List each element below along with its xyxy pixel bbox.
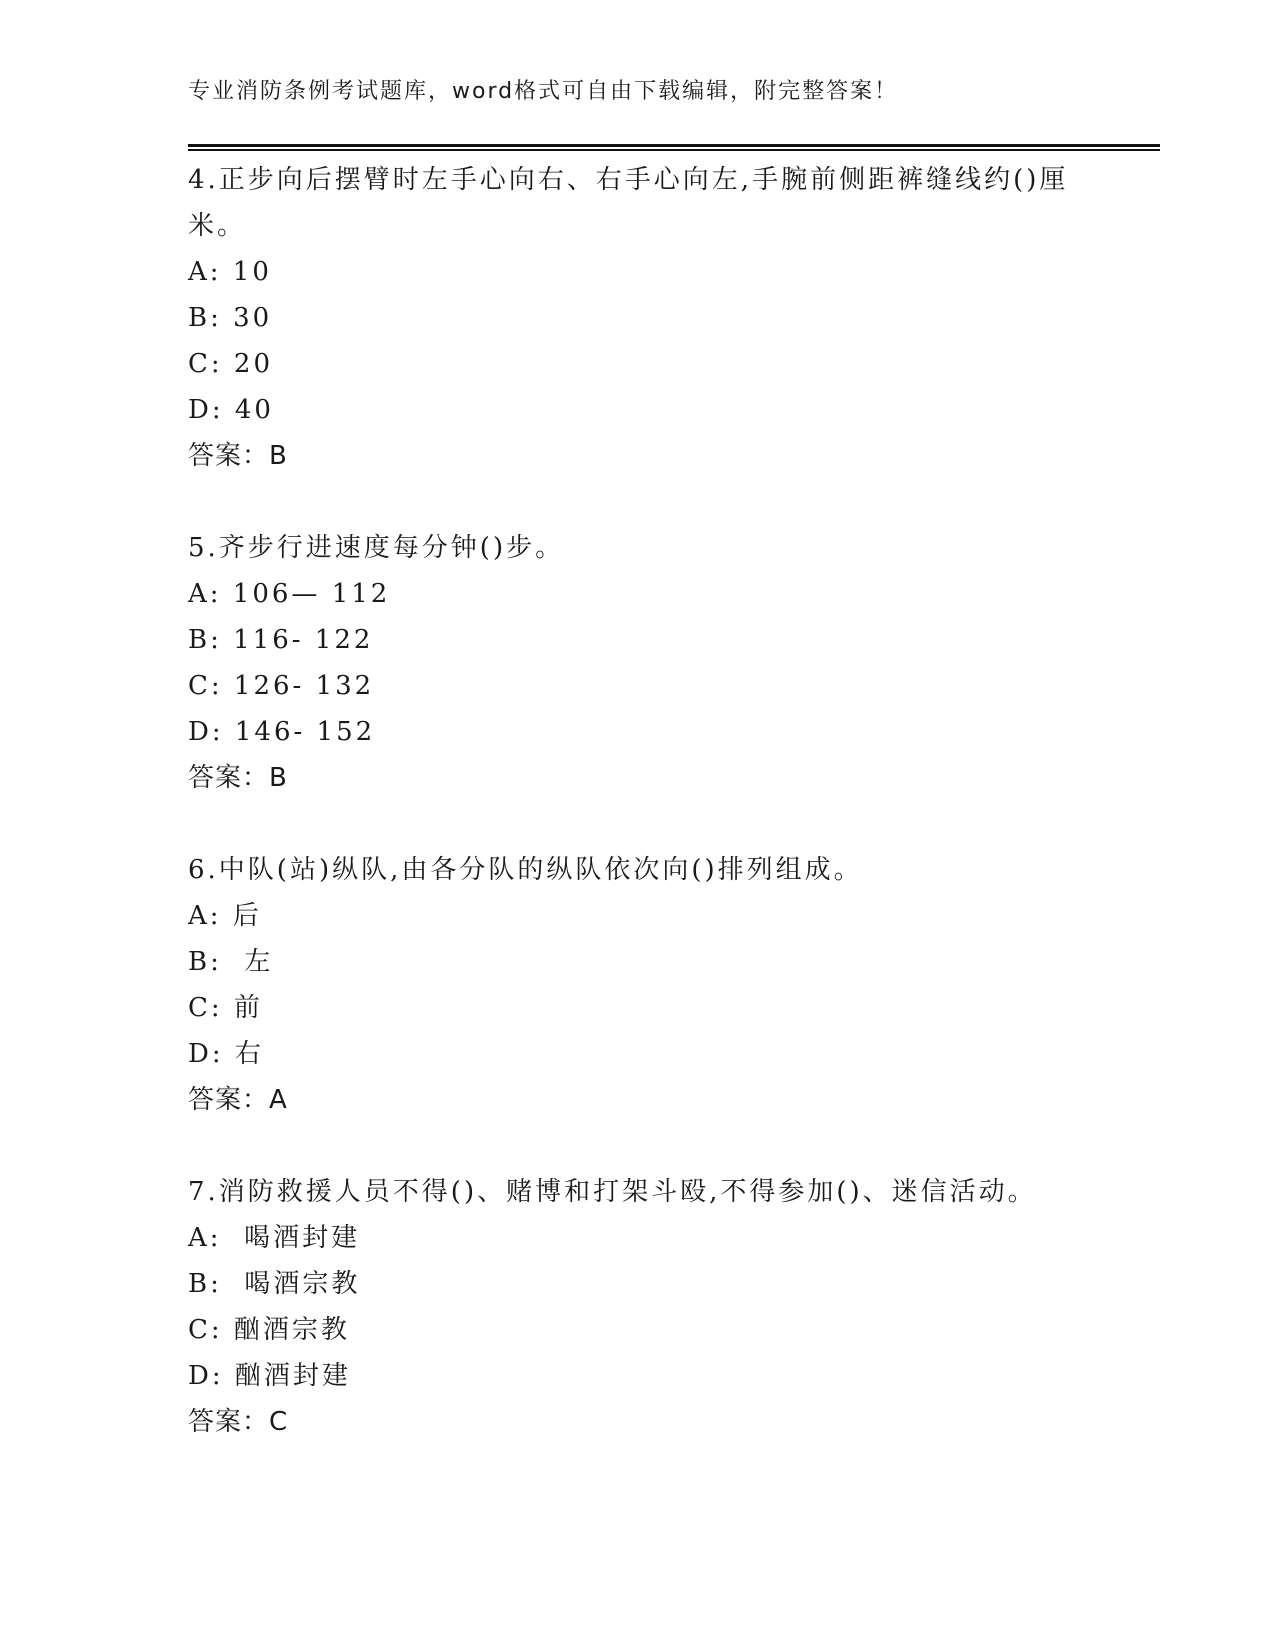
option-c: C: 酗酒宗教 (188, 1315, 350, 1345)
option-a: A: 后 (188, 901, 262, 931)
header-divider-thin (188, 149, 1160, 151)
option-a: A: 10 (188, 257, 272, 287)
question-stem: 4.正步向后摆臂时左手心向右、右手心向左,手腕前侧距裤缝线约()厘米。 (188, 165, 1069, 241)
option-c: C: 126- 132 (188, 671, 375, 701)
option-b: B: 30 (188, 303, 273, 333)
answer-line: 答案：C (188, 1407, 289, 1437)
option-d: D: 酗酒封建 (188, 1361, 351, 1391)
header-divider-thick (188, 144, 1160, 147)
option-a: A: 106— 112 (188, 579, 391, 609)
question-6 (188, 847, 1088, 1123)
answer-line: 答案：B (188, 763, 288, 793)
option-c: C: 前 (188, 993, 263, 1023)
question-stem: 7.消防救援人员不得()、赌博和打架斗殴,不得参加()、迷信活动。 (188, 1177, 1037, 1207)
option-b: B: 116- 122 (188, 625, 374, 655)
question-7 (188, 1169, 1088, 1445)
option-a: A: 喝酒封建 (188, 1223, 361, 1253)
option-d: D: 40 (188, 395, 274, 425)
question-stem: 6.中队(站)纵队,由各分队的纵队依次向()排列组成。 (188, 855, 863, 885)
question-5 (188, 525, 1088, 801)
answer-line: 答案：B (188, 441, 288, 471)
answer-line: 答案：A (188, 1085, 288, 1115)
option-c: C: 20 (188, 349, 274, 379)
page-header: 专业消防条例考试题库，word格式可自由下载编辑，附完整答案！ (188, 79, 899, 104)
question-list (188, 157, 1088, 1445)
option-d: D: 146- 152 (188, 717, 376, 747)
option-b: B: 左 (188, 947, 274, 977)
option-d: D: 右 (188, 1039, 264, 1069)
question-4 (188, 157, 1088, 479)
question-stem: 5.齐步行进速度每分钟()步。 (188, 533, 565, 563)
option-b: B: 喝酒宗教 (188, 1269, 361, 1299)
